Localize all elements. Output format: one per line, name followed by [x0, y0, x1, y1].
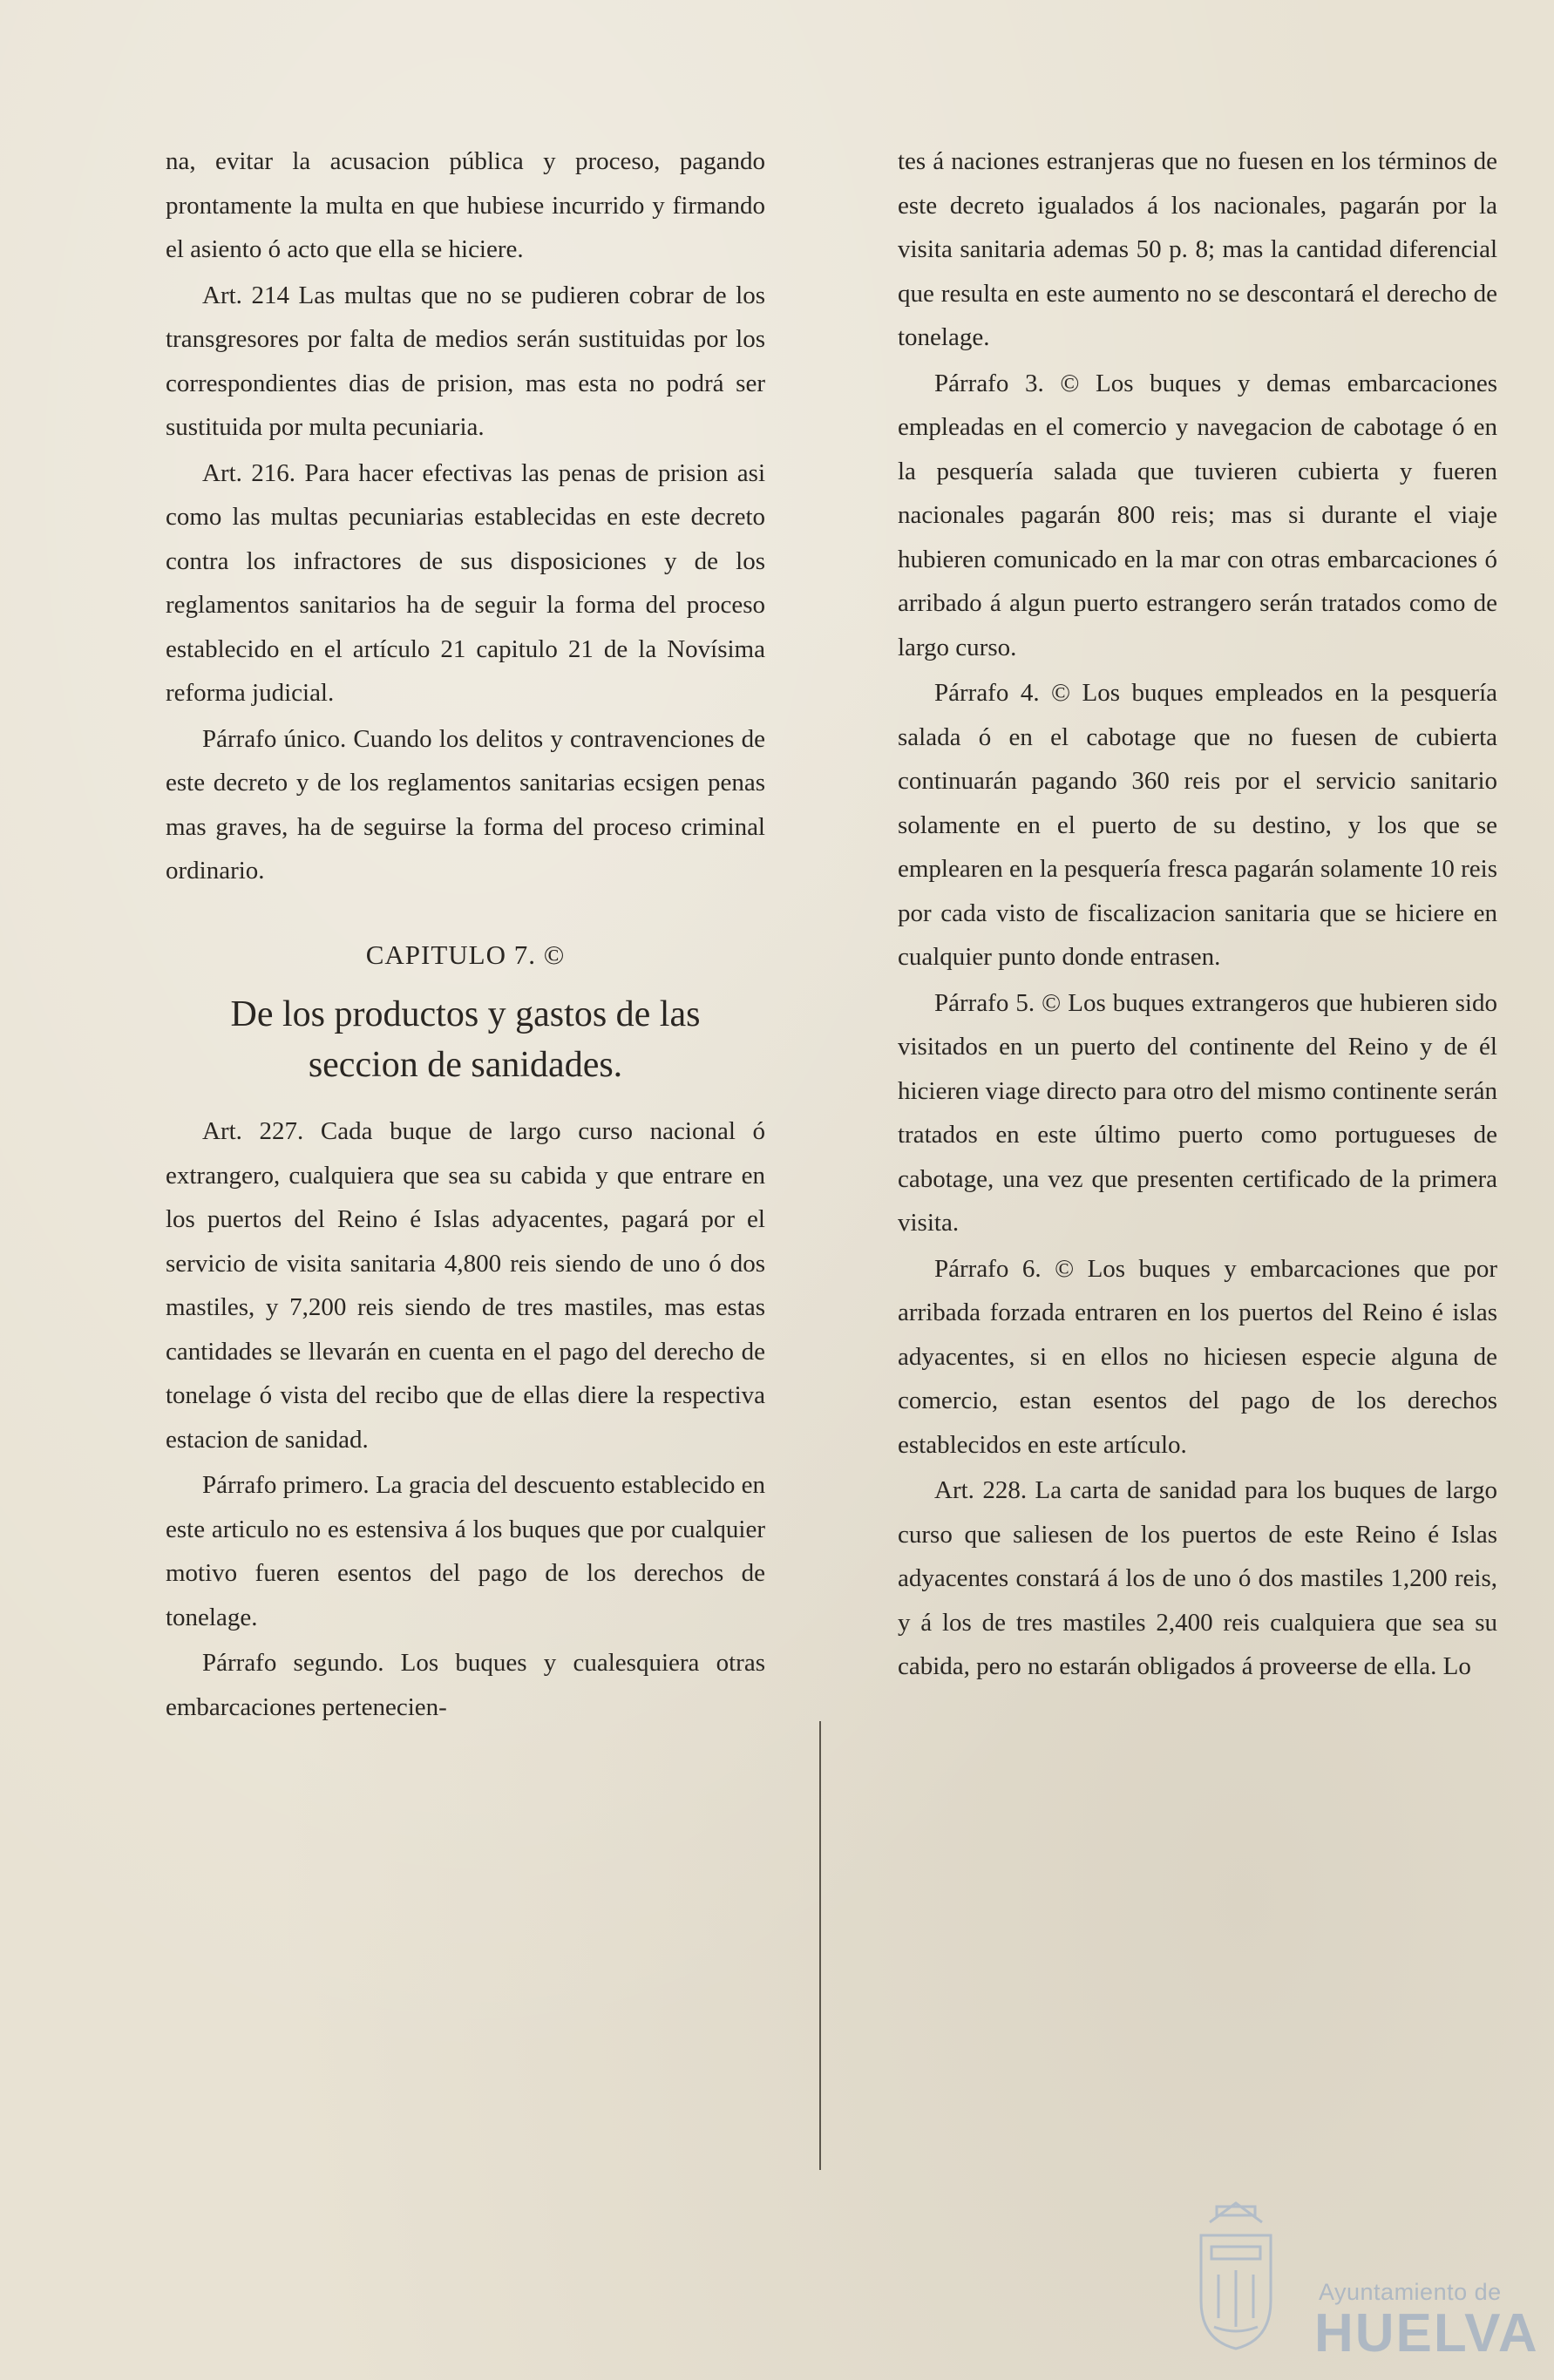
left-paragraph-art-214: Art. 214 Las multas que no se pudieren cobrar de los transgresores por falta de medios serán sustituidas por los correspondientes dias de prision, mas esta no podrá ser sustituida por multa pecuniaria.: [166, 281, 765, 441]
watermark-line-2: HUELVA: [1314, 2303, 1539, 2363]
section-heading: [166, 989, 765, 1090]
right-paragraph-art-228: Art. 228. La carta de sanidad para los buques de largo curso que saliesen de los puertos de este Reino é Islas adyacentes constará á los de uno ó dos mastiles 1,200 reis, y á los de tres mastiles 2,400 reis cualquiera que sea su cabida, pero no estarán obligados á proveerse de ella. Lo: [898, 1476, 1497, 1680]
left-paragraph-primero: Párrafo primero. La gracia del descuento establecido en este articulo no es estensiva á los buques que por cualquier motivo fueren esentos del pago de los derechos de tonelage.: [166, 1471, 765, 1631]
right-paragraph-parrafo-4: Párrafo 4. © Los buques empleados en la pesquería salada ó en el cabotage que no fuesen de cubierta continuarán pagando 360 reis por el servicio sanitario solamente en el puerto de su destino, y los que se emplearen en la pesquería fresca pagarán solamente 10 reis por cada visto de fiscalizacion sanitaria que se hiciere en cualquier punto donde entrasen.: [898, 679, 1497, 971]
left-paragraph-unico: Párrafo único. Cuando los delitos y contravenciones de este decreto y de los reglamentos sanitarias ecsigen penas mas graves, ha de seguirse la forma del proceso criminal ordinario.: [166, 724, 765, 885]
right-paragraph-1: tes á naciones estranjeras que no fuesen en los términos de este decreto igualados á los nacionales, pagarán por la visita sanitaria ademas 50 p. 8; mas la cantidad diferencial que resulta en este aumento no se descontará el derecho de tonelage.: [898, 147, 1497, 351]
left-paragraph-art-227: Art. 227. Cada buque de largo curso nacional ó extrangero, cualquiera que sea su cabida y que entrare en los puertos del Reino é Islas adyacentes, pagará por el servicio de visita sanitaria 4,800 reis siendo de uno ó dos mastiles, y 7,200 reis siendo de tres mastiles, mas estas cantidades se llevarán en cuenta en el pago del derecho de tonelage ó vista del recibo que de ellas diere la respectiva estacion de sanidad.: [166, 1117, 765, 1454]
left-paragraph-segundo: Párrafo segundo. Los buques y cualesquiera otras embarcaciones pertenecien-: [166, 1649, 765, 1721]
section-heading-line-1: De los productos y gastos de las: [230, 994, 701, 1034]
left-paragraph-art-216: Art. 216. Para hacer efectivas las penas de prision asi como las multas pecuniarias establecidas en este decreto contra los infractores de sus disposiciones y de los reglamentos sanitarios ha de seguir la forma del proceso establecido en el artículo 21 capitulo 21 de la Novísima reforma judicial.: [166, 458, 765, 707]
huelva-watermark: [1192, 2196, 1539, 2370]
left-column: [166, 139, 765, 1731]
right-paragraph-parrafo-3: Párrafo 3. © Los buques y demas embarcaciones empleadas en el comercio y navegacion de cabotage ó en la pesquería salada que tuvieren cubierta y fueren nacionales pagarán 800 reis; mas si durante el viaje hubieren comunicado en la mar con otras embarcaciones ó arribado á algun puerto estrangero serán tratados como de largo curso.: [898, 369, 1497, 661]
right-paragraph-parrafo-5: Párrafo 5. © Los buques extrangeros que hubieren sido visitados en un puerto del continente del Reino y de él hicieren viage directo para otro del mismo continente serán tratados en este último puerto como portugueses de cabotage, una vez que presenten certificado de la primera visita.: [898, 988, 1497, 1237]
right-column: [898, 139, 1497, 1691]
left-paragraph-1: na, evitar la acusacion pública y proceso, pagando prontamente la multa en que hubiese incurrido y firmando el asiento ó acto que ella se hiciere.: [166, 147, 765, 263]
chapter-title: CAPITULO 7. ©: [365, 939, 566, 970]
right-paragraph-parrafo-6: Párrafo 6. © Los buques y embarcaciones que por arribada forzada entraren en los puertos del Reino é islas adyacentes, si en ellos no hiciesen especie alguna de comercio, estan esentos del pago de los derechos establecidos en este artículo.: [898, 1254, 1497, 1459]
watermark-line-1: Ayuntamiento de: [1319, 2279, 1502, 2305]
column-divider: [819, 1721, 821, 2170]
section-heading-line-2: seccion de sanidades.: [308, 1045, 623, 1085]
huelva-coat-of-arms-icon: [1192, 2196, 1279, 2353]
